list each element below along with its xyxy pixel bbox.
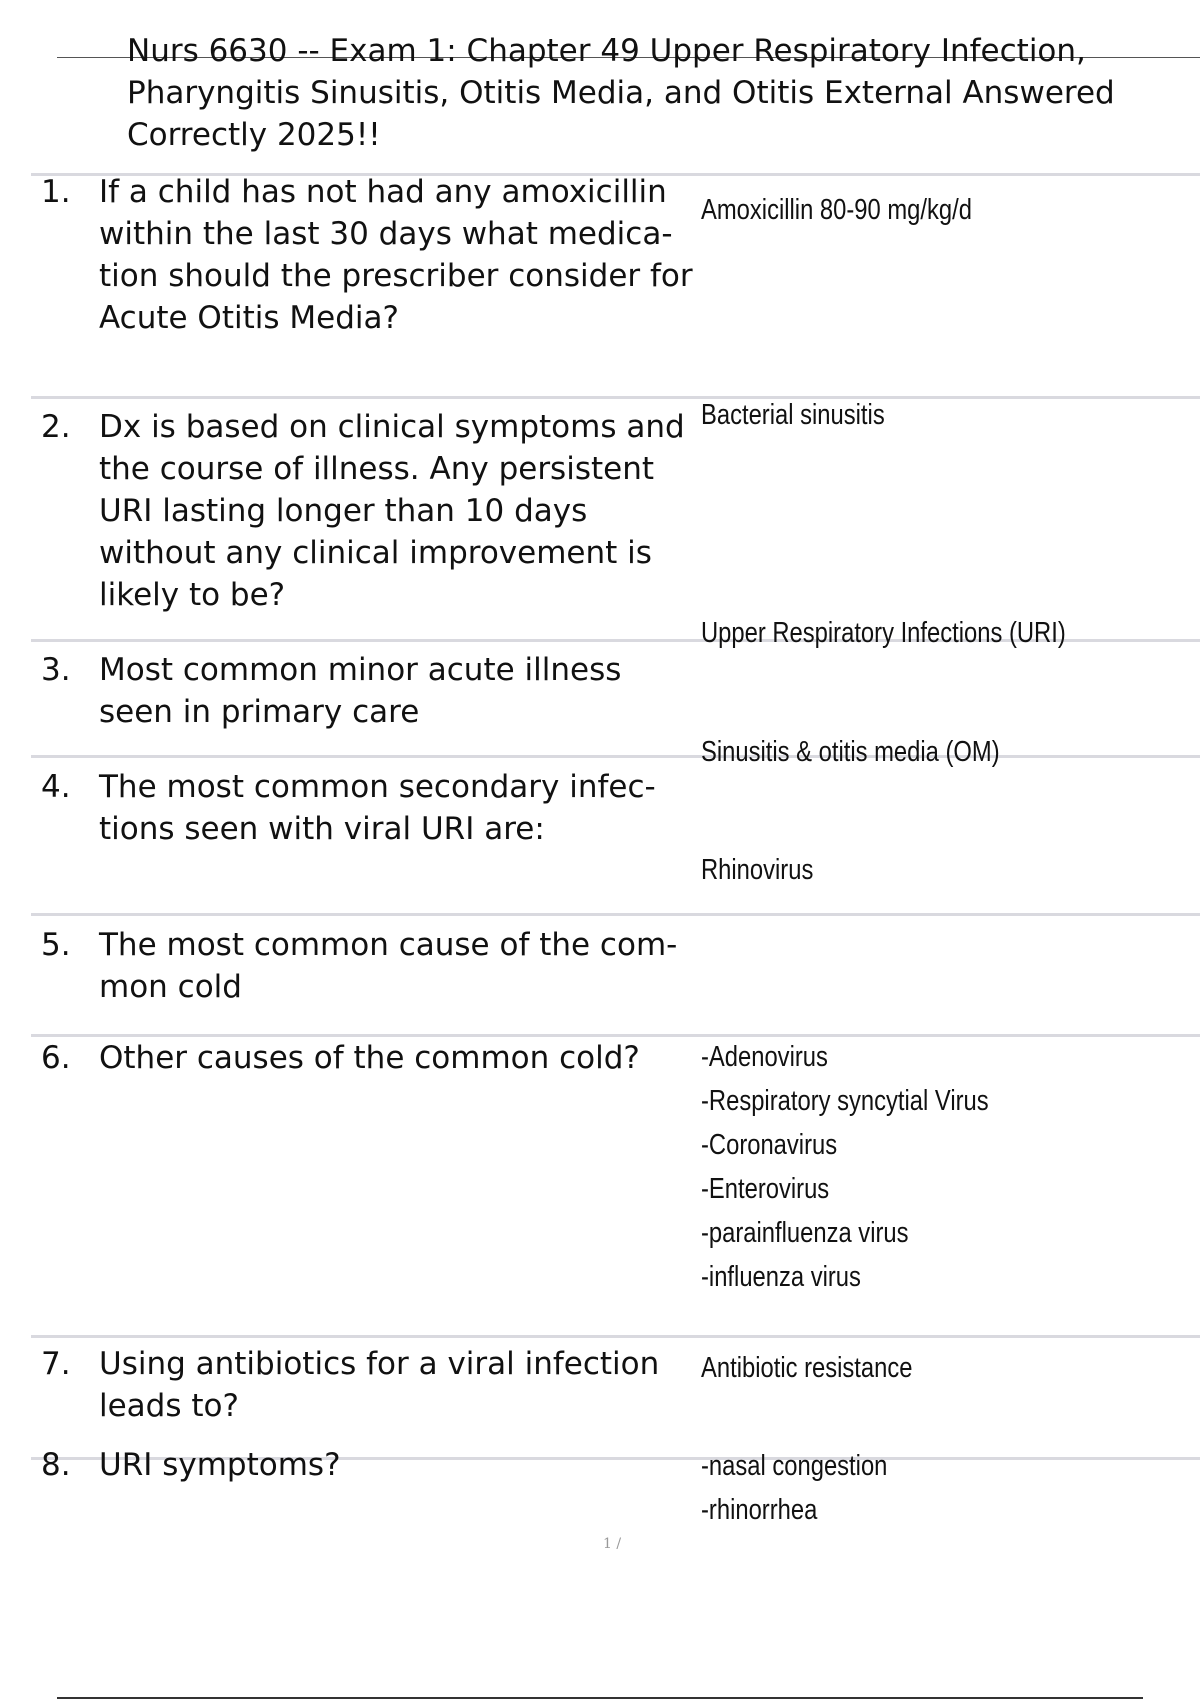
answer-8 — [701, 1444, 1095, 1532]
answer-line: -influenza virus — [701, 1261, 861, 1293]
question-number: 1. — [41, 174, 71, 210]
question-number: 2. — [41, 409, 71, 445]
question-text: The most common secondary infec- tions seen with viral URI are: — [99, 769, 656, 847]
question-text: URI symptoms? — [99, 1447, 341, 1483]
answer-5 — [701, 848, 1095, 892]
answer-line: Rhinovirus — [701, 854, 814, 886]
question-text: Using antibiotics for a viral infection leads to? — [99, 1346, 660, 1424]
question-number: 7. — [41, 1346, 71, 1382]
answer-3 — [701, 611, 1095, 655]
answer-line: Upper Respiratory Infections (URI) — [701, 617, 1066, 649]
answer-1 — [701, 188, 1095, 232]
qa-list — [0, 173, 1200, 1560]
question-number: 3. — [41, 652, 71, 688]
answer-line: Sinusitis & otitis media (OM) — [701, 736, 1000, 768]
qa-item-6 — [31, 1034, 1200, 1335]
answer-line: -rhinorrhea — [701, 1494, 818, 1526]
title-line-2: Pharyngitis Sinusitis, Otitis Media, and Otitis External Answered — [127, 75, 1115, 111]
answer-line: -nasal congestion — [701, 1450, 888, 1482]
answer-line: -Enterovirus — [701, 1173, 830, 1205]
qa-item-1 — [31, 173, 1200, 396]
question-text: If a child has not had any amoxicillin within the last 30 days what medica- tion should the prescriber consider for Acute Otitis Media? — [99, 174, 693, 336]
question-text: Other causes of the common cold? — [99, 1040, 640, 1076]
answer-2 — [701, 393, 1095, 437]
question-number: 8. — [41, 1447, 71, 1483]
qa-item-2 — [31, 396, 1200, 639]
answer-6 — [701, 1035, 1095, 1299]
answer-7 — [701, 1346, 1095, 1390]
title-line-3: Correctly 2025!! — [127, 117, 381, 153]
question-number: 5. — [41, 927, 71, 963]
question-number: 4. — [41, 769, 71, 805]
answer-line: -Respiratory syncytial Virus — [701, 1085, 989, 1117]
qa-item-5 — [31, 854, 1200, 1034]
question-text: Dx is based on clinical symptoms and the course of illness. Any persistent URI lasting longer than 10 days without any clinical improvement is likely to be? — [99, 409, 685, 613]
page-number: 1 / — [603, 1536, 622, 1552]
question-text: The most common cause of the com- mon cold — [99, 927, 678, 1005]
qa-item-7 — [31, 1335, 1200, 1457]
answer-line: Amoxicillin 80-90 mg/kg/d — [701, 194, 972, 226]
question-number: 6. — [41, 1040, 71, 1076]
footer-rule — [57, 1697, 1143, 1699]
answer-line: -Adenovirus — [701, 1041, 828, 1073]
answer-4 — [701, 730, 1095, 774]
question-text: Most common minor acute illness seen in primary care — [99, 652, 622, 730]
answer-line: Antibiotic resistance — [701, 1352, 913, 1384]
title-line-1: Nurs 6630 -- Exam 1: Chapter 49 Upper Respiratory Infection, — [127, 33, 1086, 69]
answer-line: Bacterial sinusitis — [701, 399, 885, 431]
answer-line: -Coronavirus — [701, 1129, 838, 1161]
answer-line: -parainfluenza virus — [701, 1217, 909, 1249]
document-title — [127, 30, 1200, 156]
